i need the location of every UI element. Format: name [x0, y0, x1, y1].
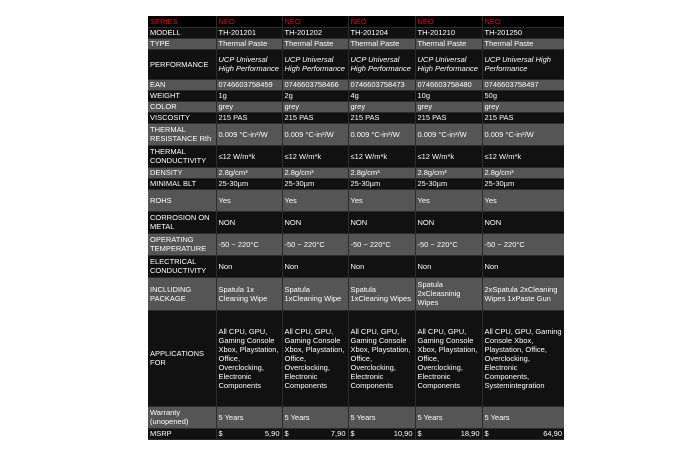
- row-label: MODELL: [148, 27, 216, 38]
- row-label: WEIGHT: [148, 90, 216, 101]
- row-label: INCLUDING PACKAGE: [148, 277, 216, 310]
- table-row: [148, 178, 564, 189]
- table-row: [148, 101, 564, 112]
- row-label: OPERATING TEMPERATURE: [148, 233, 216, 255]
- table-cell: grey: [282, 101, 348, 112]
- series-value: NEO: [216, 16, 282, 27]
- table-cell: Spatula 1xCleaning Wipes: [348, 277, 415, 310]
- table-cell: 0.009 °C-in²/W: [282, 123, 348, 145]
- table-cell: 25-30µm: [282, 178, 348, 189]
- series-value: NEO: [348, 16, 415, 27]
- table-cell: Thermal Paste: [216, 38, 282, 49]
- currency-symbol: $: [484, 429, 489, 438]
- table-row: [148, 211, 564, 233]
- table-cell: 0746603758497: [482, 79, 564, 90]
- table-cell: 215 PAS: [348, 112, 415, 123]
- table-cell: 10g: [415, 90, 482, 101]
- table-cell: 2.8g/cm³: [282, 167, 348, 178]
- table-cell: 215 PAS: [282, 112, 348, 123]
- table-header-row: [148, 16, 564, 27]
- table-cell: 5 Years: [216, 406, 282, 428]
- price-wrapper: [351, 429, 413, 438]
- currency-symbol: $: [417, 429, 422, 438]
- price-value: 64,90: [543, 429, 562, 438]
- table-cell: Spatula 1xCleaning Wipe: [282, 277, 348, 310]
- table-cell: 215 PAS: [415, 112, 482, 123]
- table-cell: -50 ~ 220°C: [482, 233, 564, 255]
- table-cell: TH-201250: [482, 27, 564, 38]
- table-cell: 5 Years: [482, 406, 564, 428]
- table-cell: 25-30µm: [348, 178, 415, 189]
- table-row: [148, 123, 564, 145]
- table-cell: Yes: [216, 189, 282, 211]
- table-cell: 0.009 °C-in²/W: [216, 123, 282, 145]
- msrp-cell: [415, 428, 482, 439]
- table-row: [148, 233, 564, 255]
- row-label: MINIMAL BLT: [148, 178, 216, 189]
- row-label: ELECTRICAL CONDUCTIVITY: [148, 255, 216, 277]
- table-cell: 2xSpatula 2xCleaning Wipes 1xPaste Gun: [482, 277, 564, 310]
- table-cell: Thermal Paste: [415, 38, 482, 49]
- table-cell: ≤12 W/m*k: [282, 145, 348, 167]
- table-cell: UCP Universal High Performance: [348, 49, 415, 79]
- table-cell: Spatula 1x Cleaning Wipe: [216, 277, 282, 310]
- table-cell: All CPU, GPU, Gaming Console Xbox, Playstation, Office, Overclocking, Electronic Components: [282, 310, 348, 406]
- table-cell: 2.8g/cm³: [482, 167, 564, 178]
- table-row: [148, 406, 564, 428]
- table-cell: 0.009 °C-in²/W: [348, 123, 415, 145]
- currency-symbol: $: [284, 429, 289, 438]
- table-cell: -50 ~ 220°C: [216, 233, 282, 255]
- table-cell: UCP Universal High Performance: [216, 49, 282, 79]
- table-cell: ≤12 W/m*k: [415, 145, 482, 167]
- table-cell: 4g: [348, 90, 415, 101]
- msrp-label: MSRP: [148, 428, 216, 439]
- price-value: 7,90: [330, 429, 346, 438]
- msrp-cell: [282, 428, 348, 439]
- msrp-cell: [482, 428, 564, 439]
- table-row: [148, 255, 564, 277]
- table-cell: Yes: [282, 189, 348, 211]
- table-cell: ≤12 W/m*k: [482, 145, 564, 167]
- table-cell: grey: [216, 101, 282, 112]
- table-cell: TH-201210: [415, 27, 482, 38]
- spec-table-body: [148, 16, 564, 439]
- table-cell: 0746603758466: [282, 79, 348, 90]
- table-cell: 2.8g/cm³: [348, 167, 415, 178]
- table-cell: Spatula 2xCleasninig Wipes: [415, 277, 482, 310]
- price-wrapper: [219, 429, 280, 438]
- table-cell: Non: [216, 255, 282, 277]
- table-cell: 2.8g/cm³: [415, 167, 482, 178]
- table-cell: 1g: [216, 90, 282, 101]
- table-cell: 25-30µm: [415, 178, 482, 189]
- table-cell: Thermal Paste: [348, 38, 415, 49]
- table-row: [148, 49, 564, 79]
- row-label: DENSITY: [148, 167, 216, 178]
- series-value: NEO: [415, 16, 482, 27]
- row-label: ROHS: [148, 189, 216, 211]
- table-cell: ≤12 W/m*k: [216, 145, 282, 167]
- table-row: [148, 79, 564, 90]
- table-cell: UCP Universal High Performance: [482, 49, 564, 79]
- price-value: 10,90: [393, 429, 413, 438]
- table-cell: UCP Universal High Performance: [415, 49, 482, 79]
- msrp-cell: [348, 428, 415, 439]
- price-value: 5,90: [264, 429, 280, 438]
- table-cell: 25-30µm: [216, 178, 282, 189]
- table-row: [148, 27, 564, 38]
- table-row: [148, 167, 564, 178]
- msrp-row: [148, 428, 564, 439]
- series-label: SERIES: [148, 16, 216, 27]
- table-cell: NON: [282, 211, 348, 233]
- table-row: [148, 112, 564, 123]
- series-value: NEO: [282, 16, 348, 27]
- row-label: EAN: [148, 79, 216, 90]
- row-label: APPLICATIONS FOR: [148, 310, 216, 406]
- table-cell: NON: [482, 211, 564, 233]
- table-cell: Non: [482, 255, 564, 277]
- table-cell: Non: [415, 255, 482, 277]
- table-cell: Non: [282, 255, 348, 277]
- table-cell: NON: [216, 211, 282, 233]
- table-cell: grey: [482, 101, 564, 112]
- table-row: [148, 277, 564, 310]
- table-cell: All CPU, GPU, Gaming Console Xbox, Playstation, Office, Overclocking, Electronic Components, Systemintegration: [482, 310, 564, 406]
- price-wrapper: [485, 429, 563, 438]
- table-cell: 5 Years: [415, 406, 482, 428]
- table-cell: NON: [415, 211, 482, 233]
- table-cell: All CPU, GPU, Gaming Console Xbox, Playstation, Office, Overclocking, Electronic Components: [348, 310, 415, 406]
- row-label: THERMAL CONDUCTIVITY: [148, 145, 216, 167]
- table-cell: 0746603758459: [216, 79, 282, 90]
- table-cell: All CPU, GPU, Gaming Console Xbox, Playstation, Office, Overclocking, Electronic Components: [415, 310, 482, 406]
- table-cell: 0746603758480: [415, 79, 482, 90]
- table-row: [148, 38, 564, 49]
- table-cell: 0.009 °C-in²/W: [482, 123, 564, 145]
- table-cell: Thermal Paste: [482, 38, 564, 49]
- row-label: COLOR: [148, 101, 216, 112]
- table-cell: ≤12 W/m*k: [348, 145, 415, 167]
- table-cell: 215 PAS: [482, 112, 564, 123]
- row-label: PERFORMANCE: [148, 49, 216, 79]
- table-cell: Yes: [348, 189, 415, 211]
- table-cell: NON: [348, 211, 415, 233]
- table-cell: Yes: [482, 189, 564, 211]
- row-label: CORROSION ON METAL: [148, 211, 216, 233]
- price-wrapper: [285, 429, 346, 438]
- msrp-cell: [216, 428, 282, 439]
- table-row: [148, 90, 564, 101]
- table-cell: TH-201204: [348, 27, 415, 38]
- row-label: VISCOSITY: [148, 112, 216, 123]
- series-value: NEO: [482, 16, 564, 27]
- product-spec-table: [148, 16, 564, 440]
- table-cell: All CPU, GPU, Gaming Console Xbox, Playstation, Office, Overclocking, Electronic Components: [216, 310, 282, 406]
- table-cell: -50 ~ 220°C: [282, 233, 348, 255]
- row-label: TYPE: [148, 38, 216, 49]
- table-cell: -50 ~ 220°C: [415, 233, 482, 255]
- table-cell: 50g: [482, 90, 564, 101]
- table-cell: TH-201201: [216, 27, 282, 38]
- table-cell: 0746603758473: [348, 79, 415, 90]
- currency-symbol: $: [350, 429, 355, 438]
- table-cell: 25-30µm: [482, 178, 564, 189]
- table-cell: grey: [348, 101, 415, 112]
- table-cell: 2.8g/cm³: [216, 167, 282, 178]
- table-cell: 2g: [282, 90, 348, 101]
- table-cell: UCP Universal High Performance: [282, 49, 348, 79]
- row-label: Warranty (unopened): [148, 406, 216, 428]
- table-cell: 5 Years: [348, 406, 415, 428]
- currency-symbol: $: [218, 429, 223, 438]
- table-cell: 0.009 °C-in²/W: [415, 123, 482, 145]
- price-wrapper: [418, 429, 480, 438]
- table-cell: TH-201202: [282, 27, 348, 38]
- table-cell: Non: [348, 255, 415, 277]
- table-cell: Thermal Paste: [282, 38, 348, 49]
- table-row: [148, 145, 564, 167]
- table-cell: 215 PAS: [216, 112, 282, 123]
- price-value: 18,90: [460, 429, 480, 438]
- table-row: [148, 189, 564, 211]
- table-cell: -50 ~ 220°C: [348, 233, 415, 255]
- table-cell: Yes: [415, 189, 482, 211]
- row-label: THERMAL RESISTANCE Rth: [148, 123, 216, 145]
- table-cell: grey: [415, 101, 482, 112]
- table-cell: 5 Years: [282, 406, 348, 428]
- table-row: [148, 310, 564, 406]
